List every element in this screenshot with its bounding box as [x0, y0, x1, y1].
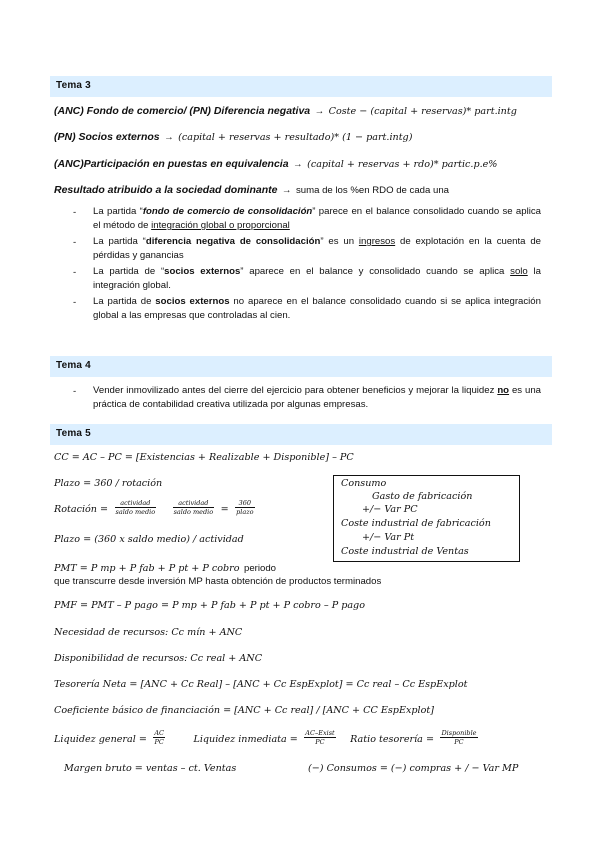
formula-pmf: PMF = PMT – P pago = P mp + P fab + P pt + P cobro – P pago — [54, 600, 365, 611]
formula-disponibilidad: Disponibilidad de recursos: Cc real + ANC — [54, 653, 263, 664]
fraction-actividad-1: actividad saldo medio — [115, 499, 156, 517]
fraction-ac-pc: $\frac{AC}{PC}$ — [154, 729, 165, 747]
resultado-text: suma de los %en RDO de cada una — [295, 185, 450, 196]
participacion-label: (ANC)Participación en puestas en equivalencia — [54, 158, 289, 170]
formula-plazo-1: Plazo = 360 / rotación — [54, 478, 163, 489]
resultado-label: Resultado atribuido a la sociedad dominante — [54, 184, 278, 196]
tema3-line-fondo-comercio — [54, 101, 517, 119]
tema3-bullet-2: La partida “diferencia negativa de consolidación” es un ingresos de explotación en la cuenta de pérdidas y ganancias — [93, 236, 542, 261]
tema3-line-participacion — [54, 154, 497, 172]
formula-coeficiente: Coeficiente básico de financiación = [ANC + Cc real] / [ANC + CC EspExplot] — [54, 705, 434, 716]
arrow-icon: → — [281, 185, 292, 196]
fraction-disponible-pc: Disponible PC — [441, 729, 477, 747]
tema3-line-socios-externos — [54, 127, 412, 145]
socios-externos-formula: (capital + reservas + resultado)* (1 − part.intg) — [178, 132, 413, 143]
formula-necesidad: Necesidad de recursos: Cc mín + ANC — [54, 627, 243, 638]
arrow-icon: → — [293, 159, 303, 170]
formula-consumos: (−) Consumos = (−) compras + / − Var MP — [308, 763, 519, 774]
formula-cc: CC = AC – PC = [Existencias + Realizable + Disponible] – PC — [54, 452, 354, 463]
tema5-header: Tema 5 — [56, 428, 91, 439]
formula-tesoreria: Tesorería Neta = [ANC + Cc Real] – [ANC + Cc EspExplot] = Cc real – Cc EspExplot — [54, 679, 468, 690]
tema3-bullet-3: La partida de “socios externos” aparece en el balance y consolidado cuando se aplica solo la integración global. — [93, 266, 541, 291]
formula-margen-bruto: Margen bruto = ventas – ct. Ventas — [64, 763, 237, 774]
tema3-header: Tema 3 — [56, 80, 91, 91]
bullet-dash: - — [73, 386, 77, 397]
fondo-comercio-formula: Coste − (capital + reservas)* part.intg — [328, 106, 517, 117]
tema3-header-band — [50, 76, 552, 97]
bullet-dash: - — [73, 297, 77, 308]
tema4-header-band — [50, 356, 552, 377]
bullet-dash: - — [73, 267, 77, 278]
tema3-line-resultado — [54, 180, 449, 198]
socios-externos-label: (PN) Socios externos — [54, 131, 160, 143]
participacion-formula: (capital + reservas + rdo)* partic.p.e% — [307, 159, 498, 170]
fraction-actividad-2: actividad saldo medio — [173, 499, 214, 517]
fraction-ac-exist-pc: AC–Exist PC — [305, 729, 335, 747]
fondo-comercio-label: (ANC) Fondo de comercio/ (PN) Diferencia negativa — [54, 105, 311, 117]
tema4-header: Tema 4 — [56, 360, 91, 371]
tema5-header-band — [50, 424, 552, 445]
formula-plazo-2: Plazo = (360 x saldo medio) / actividad — [54, 534, 244, 545]
formula-rotacion: Rotación = actividad saldo medio actividad saldo medio = 360 plazo — [54, 499, 254, 517]
tema3-bullet-4: La partida de socios externos no aparece en el balance consolidado cuando si se aplica integración global a las empresas que controladas al cien. — [93, 296, 541, 321]
bullet-dash: - — [73, 237, 77, 248]
formula-liquidez: Liquidez general = $\frac{AC}{PC}$ Liquidez inmediata = AC–Exist PC Ratio tesorería = Disponible PC — [54, 729, 477, 747]
bullet-dash: - — [73, 207, 77, 218]
pmt-description: que transcurre desde inversión MP hasta obtención de productos terminados — [54, 576, 382, 587]
arrow-icon: → — [314, 106, 325, 117]
tema3-bullet-1: La partida “fondo de comercio de consolidación” parece en el balance consolidado cuando se aplica el método de integración global o proporcional — [93, 206, 541, 231]
coste-box: Consumo Gasto de fabricación +/− Var PC Coste industrial de fabricación +/− Var Pt Coste industrial de Ventas — [333, 475, 520, 562]
fraction-360-plazo: 360 plazo — [236, 499, 254, 517]
arrow-icon: → — [164, 132, 174, 143]
formula-pmt: PMT = P mp + P fab + P pt + P cobro periodo — [54, 563, 277, 574]
tema4-bullet: Vender inmovilizado antes del cierre del ejercicio para obtener beneficios y mejorar la liquidez no es una práctica de contabilidad creativa utilizada por algunas empresas. — [93, 385, 541, 410]
